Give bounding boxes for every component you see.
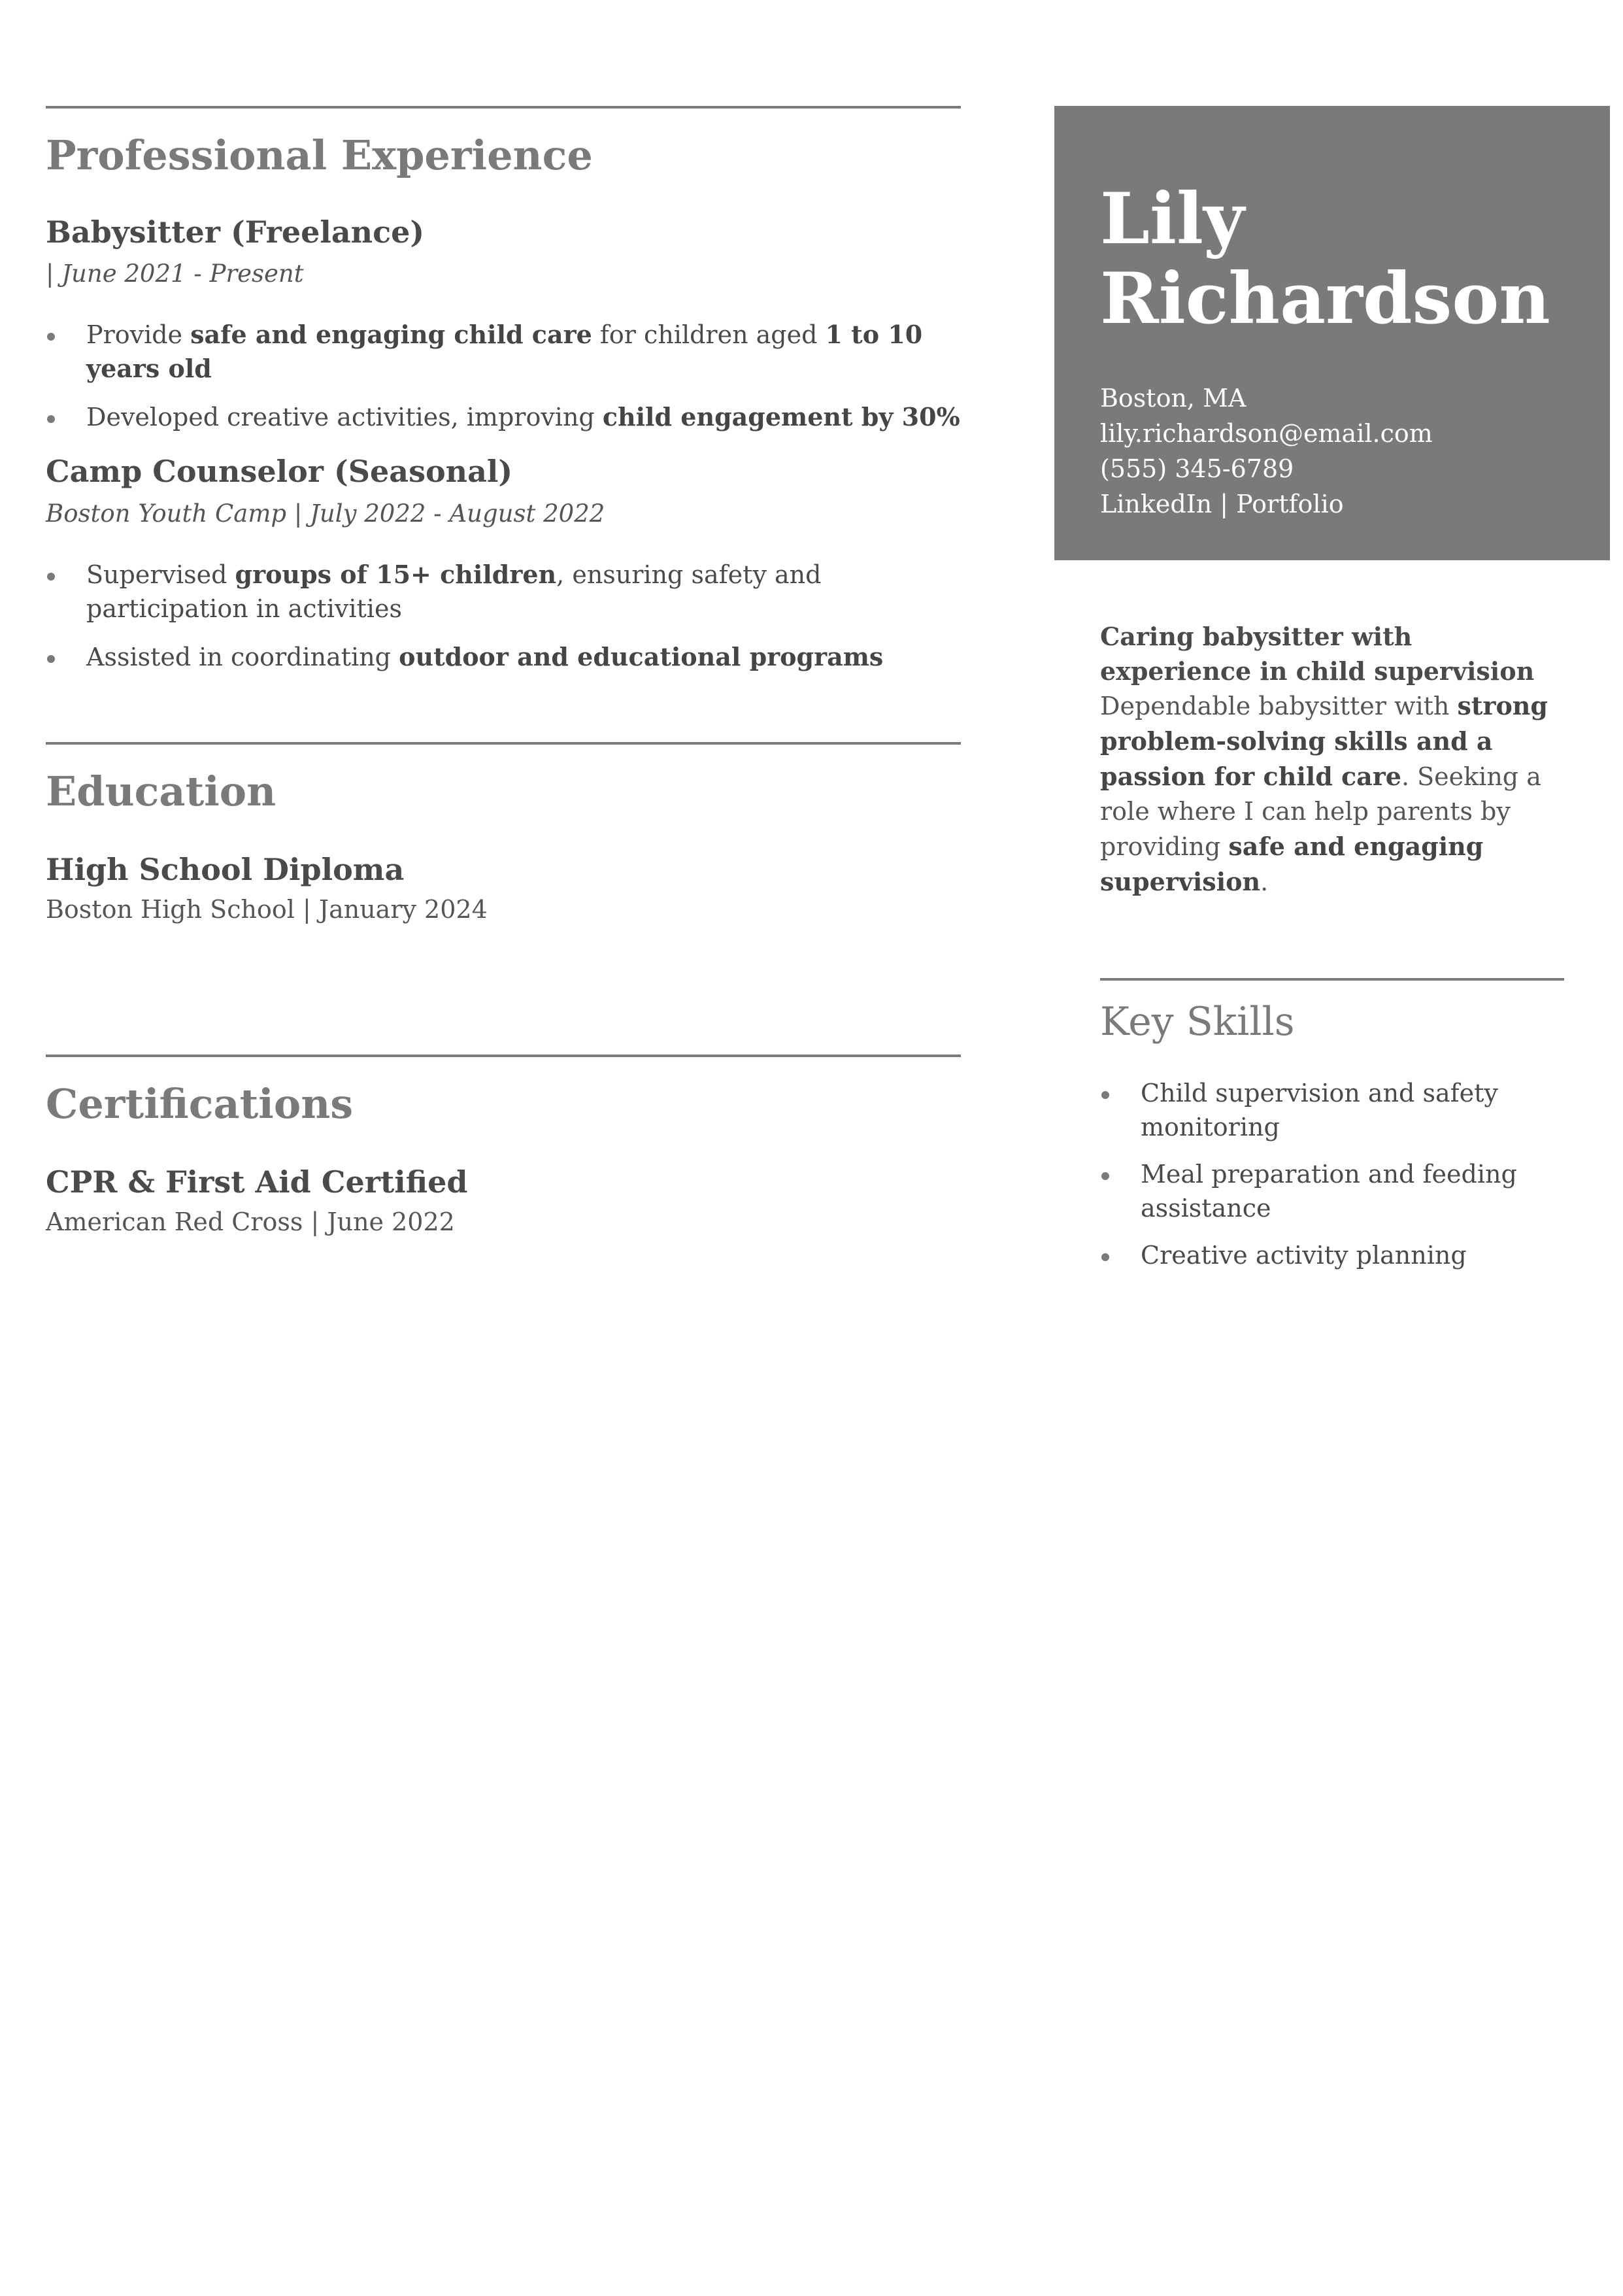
section-divider bbox=[46, 742, 961, 745]
degree: High School Diploma bbox=[46, 851, 405, 887]
school: Boston High School | January 2024 bbox=[46, 894, 488, 924]
main-column bbox=[46, 106, 961, 1236]
education-heading: Education bbox=[46, 767, 276, 815]
phone: (555) 345-6789 bbox=[1100, 454, 1294, 483]
email: lily.richardson@email.com bbox=[1100, 419, 1433, 448]
last-name: Richardson bbox=[1100, 258, 1550, 340]
certification-name: CPR & First Aid Certified bbox=[46, 1164, 468, 1200]
list-item: Meal preparation and feeding assistance bbox=[1100, 1157, 1564, 1225]
sidebar bbox=[1054, 106, 1610, 1285]
job-dates: Boston Youth Camp | July 2022 - August 2022 bbox=[46, 499, 605, 528]
list-item: Provide safe and engaging child care for children aged 1 to 10 years old bbox=[46, 318, 961, 386]
list-item: Developed creative activities, improving child engagement by 30% bbox=[46, 400, 961, 434]
summary bbox=[1054, 619, 1610, 900]
first-name: Lily bbox=[1100, 178, 1245, 260]
location: Boston, MA bbox=[1100, 384, 1247, 413]
summary-headline: Caring babysitter with experience in child supervision bbox=[1100, 622, 1535, 686]
job-dates: | June 2021 - Present bbox=[46, 260, 304, 288]
skills-heading: Key Skills bbox=[1100, 999, 1295, 1045]
job-bullets bbox=[46, 558, 961, 674]
certifications-heading: Certifications bbox=[46, 1079, 354, 1128]
list-item: Assisted in coordinating outdoor and educational programs bbox=[46, 640, 961, 674]
profile-links: LinkedIn | Portfolio bbox=[1100, 490, 1344, 518]
list-item: Child supervision and safety monitoring bbox=[1100, 1076, 1564, 1144]
section-divider bbox=[46, 106, 961, 109]
summary-text: Dependable babysitter with strong problem-solving skills and a passion for child care. Seeking a role where I can help parents by providing safe and engaging supervision. bbox=[1100, 691, 1548, 896]
section-divider bbox=[46, 1055, 961, 1057]
name-header bbox=[1054, 106, 1610, 560]
job-title: Babysitter (Freelance) bbox=[46, 214, 425, 250]
skills-list bbox=[1054, 1076, 1610, 1272]
job-bullets bbox=[46, 318, 961, 434]
section-divider bbox=[1100, 978, 1564, 981]
job-title: Camp Counselor (Seasonal) bbox=[46, 454, 513, 490]
list-item: Creative activity planning bbox=[1100, 1238, 1564, 1272]
certification-issuer: American Red Cross | June 2022 bbox=[46, 1207, 455, 1236]
contact-info bbox=[1100, 380, 1564, 522]
list-item: Supervised groups of 15+ children, ensuring safety and participation in activities bbox=[46, 558, 961, 626]
experience-heading: Professional Experience bbox=[46, 131, 593, 179]
